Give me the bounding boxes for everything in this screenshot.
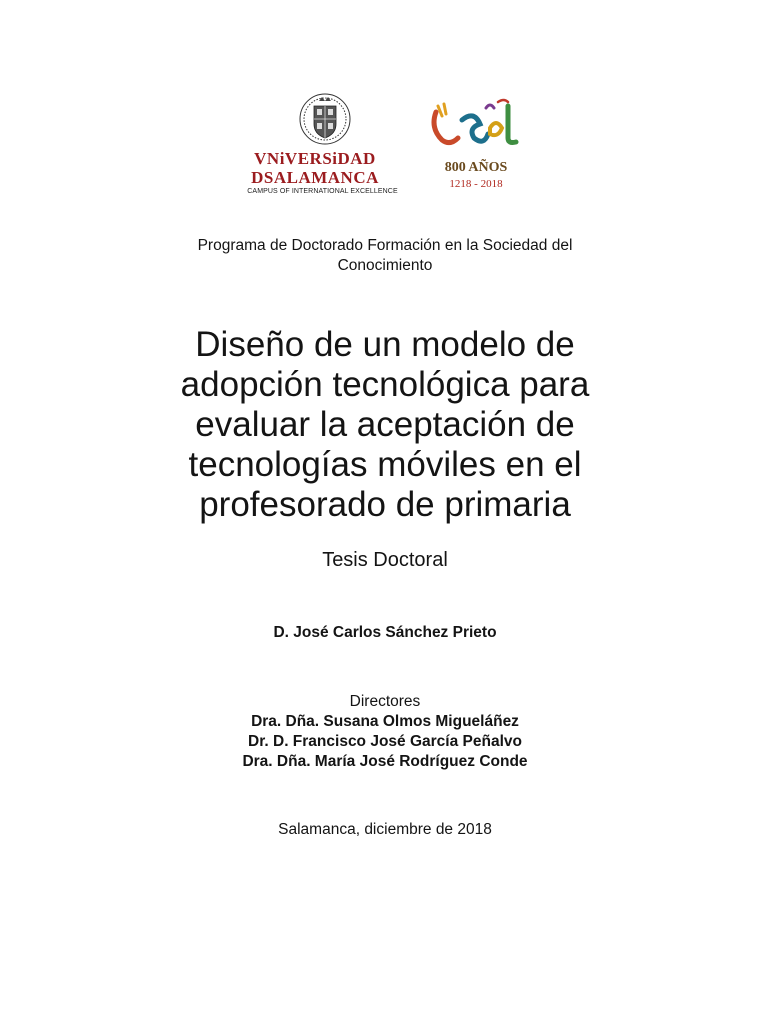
place-and-date: Salamanca, diciembre de 2018 [278, 821, 492, 838]
university-name-line1: VNiVERSiDAD [254, 149, 376, 168]
author-name: D. José Carlos Sánchez Prieto [273, 624, 497, 641]
title-line: adopción tecnológica para [180, 365, 590, 404]
title-line: evaluar la aceptación de [195, 405, 575, 444]
anniversary-dates: 1218 - 2018 [449, 178, 503, 190]
directors-label: Directores [349, 693, 421, 710]
director-name: Dra. Dña. Susana Olmos Migueláñez [251, 713, 519, 730]
usal-800-emblem-icon [428, 98, 528, 160]
title-line: profesorado de primaria [199, 485, 571, 524]
university-tagline: CAMPUS OF INTERNATIONAL EXCELLENCE [247, 188, 398, 195]
doctoral-program [0, 236, 770, 276]
university-logo [247, 92, 415, 202]
directors-list [0, 712, 770, 772]
title-line: Diseño de un modelo de [195, 325, 575, 364]
anniversary-logo [428, 98, 528, 198]
thesis-title [0, 325, 770, 525]
university-crest-icon [295, 92, 355, 148]
program-line: Programa de Doctorado Formación en la Sociedad del [197, 237, 573, 254]
program-line: Conocimiento [337, 257, 433, 274]
document-type: Tesis Doctoral [322, 549, 448, 571]
anniversary-years: 800 AÑOS [444, 160, 508, 175]
university-name-line2: DSALAMANCA [251, 168, 379, 187]
title-line: tecnologías móviles en el [188, 445, 582, 484]
director-name: Dra. Dña. María José Rodríguez Conde [242, 753, 528, 770]
director-name: Dr. D. Francisco José García Peñalvo [248, 733, 522, 750]
